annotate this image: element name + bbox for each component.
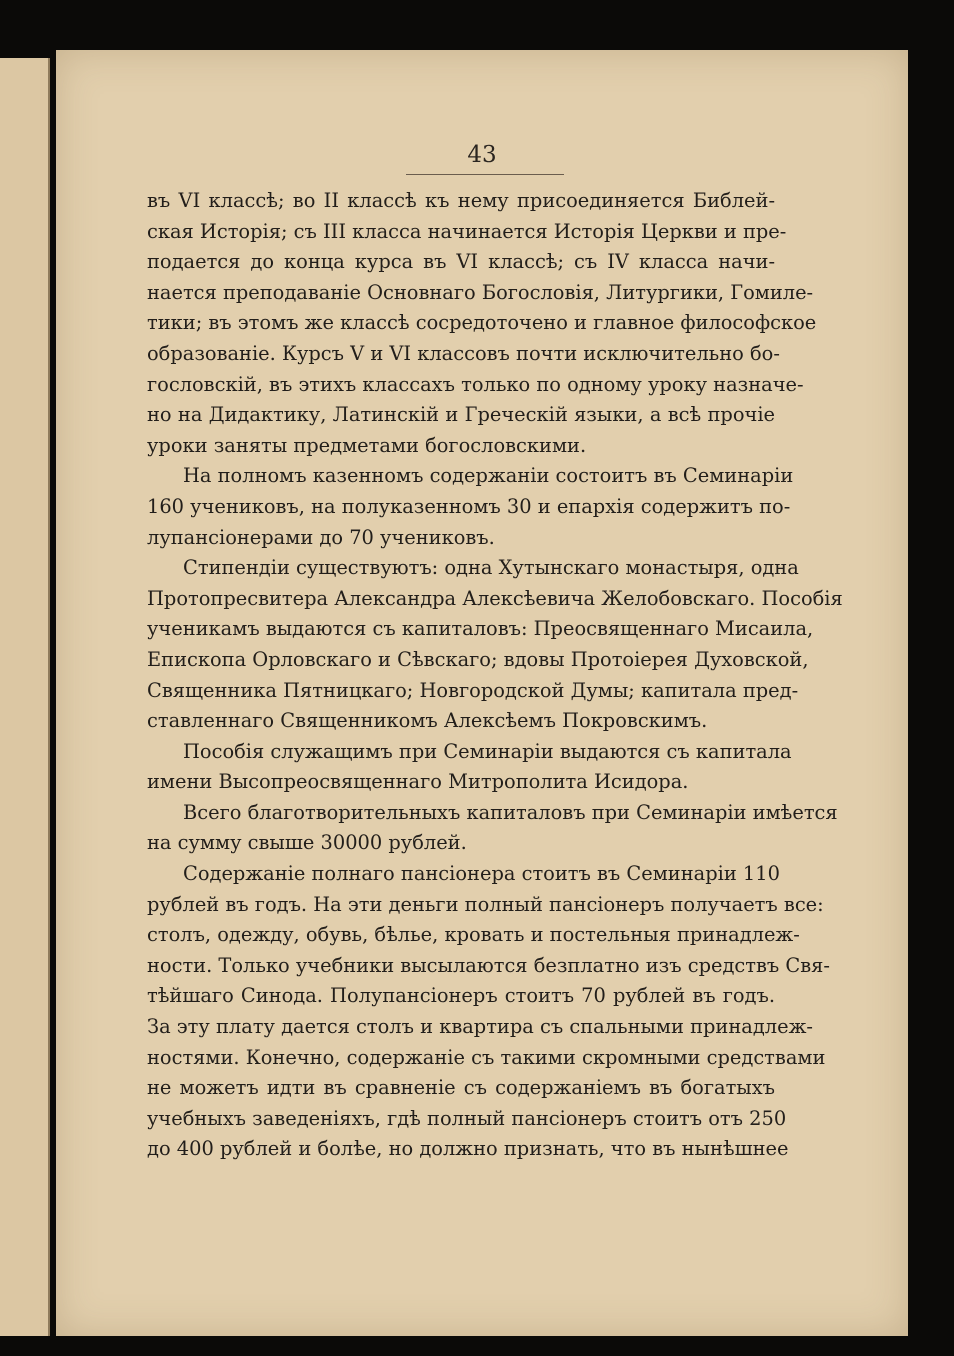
text-line: ставленнаго Священникомъ Алексѣемъ Покровскимъ. — [147, 709, 708, 733]
text-line: За эту плату дается столъ и квартира съ спальными принадлеж- — [147, 1015, 813, 1039]
text-line: тики; въ этомъ же классѣ сосредоточено и главное философское — [147, 311, 817, 335]
text-line: учебныхъ заведеніяхъ, гдѣ полный пансіонеръ стоитъ отъ 250 — [147, 1106, 787, 1130]
text-line: ученикамъ выдаются съ капиталовъ: Преосвященнаго Мисаила, — [147, 617, 814, 641]
text-line: ская Исторія; съ III класса начинается Исторія Церкви и пре- — [147, 219, 787, 243]
text-line: нается преподаваніе Основнаго Богословія, Литургики, Гомиле- — [147, 280, 814, 304]
text-line: ностями. Конечно, содержаніе съ такими скромными средствами — [147, 1045, 826, 1069]
text-line: гословскій, въ этихъ классахъ только по одному уроку назначе- — [147, 372, 804, 396]
book-page — [56, 50, 908, 1336]
text-line: до 400 рублей и болѣе, но должно признать, что въ нынѣшнее — [147, 1137, 789, 1161]
page-number: 43 — [467, 142, 497, 168]
text-line: Пособія служащимъ при Семинаріи выдаются съ капитала — [183, 739, 792, 763]
text-line: лупансіонерами до 70 учениковъ. — [147, 525, 495, 549]
text-line: образованіе. Курсъ V и VI классовъ почти исключительно бо- — [147, 341, 780, 365]
text-line: уроки заняты предметами богословскими. — [147, 433, 587, 457]
text-line: 160 учениковъ, на полуказенномъ 30 и епархія содержитъ по- — [147, 494, 791, 518]
text-line: Всего благотворительныхъ капиталовъ при Семинаріи имѣется — [183, 800, 838, 824]
text-line: Священника Пятницкаго; Новгородской Думы; капитала пред- — [147, 678, 799, 702]
text-line: На полномъ казенномъ содержаніи состоитъ въ Семинаріи — [183, 464, 794, 488]
text-line: Протопресвитера Александра Алексѣевича Желобовскаго. Пособія — [147, 586, 843, 610]
text-line: Содержаніе полнаго пансіонера стоитъ въ Семинаріи 110 — [183, 862, 780, 886]
text-line: столъ, одежду, обувь, бѣлье, кровать и постельныя принадлеж- — [147, 923, 800, 947]
text-line: Стипендіи существуютъ: одна Хутынскаго монастыря, одна — [183, 556, 799, 580]
body-text — [147, 186, 843, 1165]
text-line: на сумму свыше 30000 рублей. — [147, 831, 467, 855]
facing-page-edge — [0, 58, 50, 1336]
text-line: имени Высопреосвященнаго Митрополита Исидора. — [147, 770, 689, 794]
text-line: въ VI классѣ; во II классѣ къ нему присоединяется Библей- — [147, 189, 775, 212]
page-number-rule — [406, 174, 564, 175]
text-line: не можетъ идти въ сравненіе съ содержаніемъ въ богатыхъ — [147, 1076, 775, 1100]
text-line: ности. Только учебники высылаются безплатно изъ средствъ Свя- — [147, 953, 830, 977]
text-line: но на Дидактику, Латинскій и Греческій языки, а всѣ прочіе — [147, 403, 775, 427]
text-line: тѣйшаго Синода. Полупансіонеръ стоитъ 70 рублей въ годъ. — [147, 984, 775, 1008]
text-line: Епископа Орловскаго и Сѣвскаго; вдовы Протоіерея Духовской, — [147, 647, 809, 671]
text-line: подается до конца курса въ VI классѣ; съ IV класса начи- — [147, 250, 775, 274]
text-line: рублей въ годъ. На эти деньги полный пансіонеръ получаетъ все: — [147, 892, 824, 916]
